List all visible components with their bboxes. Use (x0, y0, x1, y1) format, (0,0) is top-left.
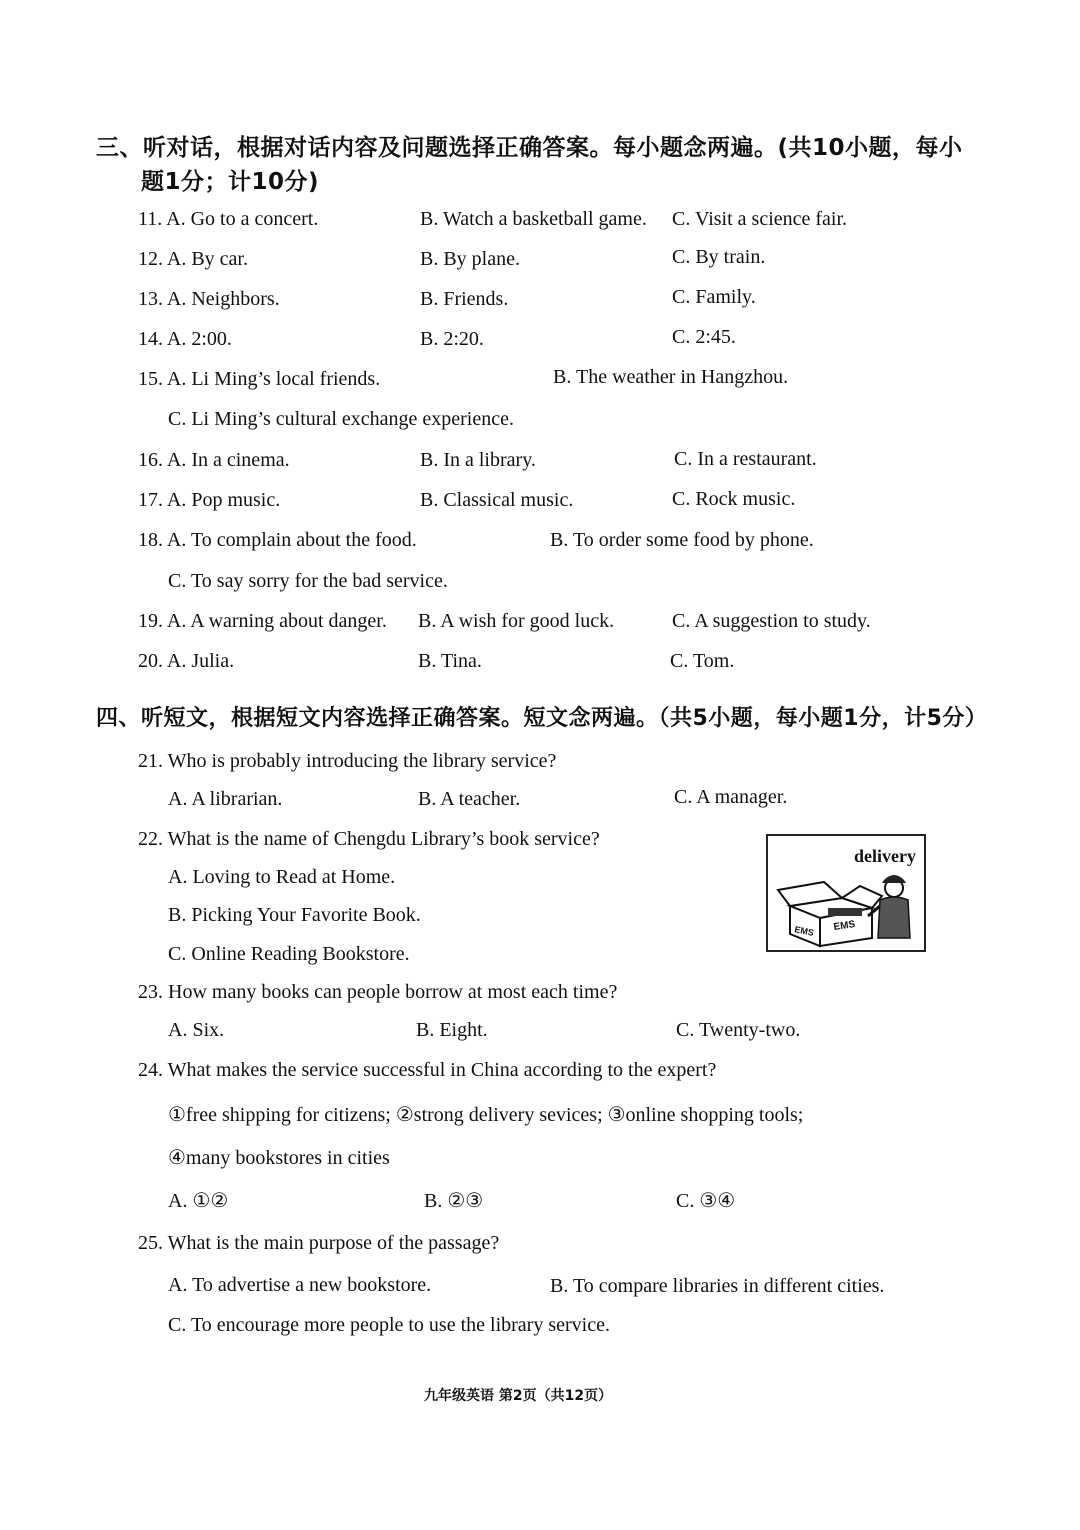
q16-option-a: 16. A. In a cinema. (138, 449, 290, 471)
q24-choices-line1: ①free shipping for citizens; ②strong delivery sevices; ③online shopping tools; (168, 1104, 804, 1126)
q14-option-a: 14. A. 2:00. (138, 328, 232, 350)
delivery-label: delivery (854, 846, 916, 866)
q20-option-c: C. Tom. (670, 650, 735, 672)
q17-option-c: C. Rock music. (672, 488, 796, 510)
q13-option-c: C. Family. (672, 286, 756, 308)
q21-option-c: C. A manager. (674, 786, 788, 808)
q14-option-c: C. 2:45. (672, 326, 736, 348)
q24-choices-line2: ④many bookstores in cities (168, 1147, 390, 1169)
q18-option-c: C. To say sorry for the bad service. (168, 570, 448, 592)
q23-option-c: C. Twenty-two. (676, 1019, 801, 1041)
q15-option-b: B. The weather in Hangzhou. (553, 366, 789, 388)
section3-title: 三、听对话，根据对话内容及问题选择正确答案。每小题念两遍。(共10小题，每小 (96, 135, 963, 161)
q22-option-c: C. Online Reading Bookstore. (168, 943, 410, 965)
section4-title: 四、听短文，根据短文内容选择正确答案。短文念两遍。（共5小题，每小题1分，计5分） (96, 706, 988, 731)
q17-option-a: 17. A. Pop music. (138, 489, 281, 511)
q14-option-b: B. 2:20. (420, 328, 484, 350)
delivery-box-icon (772, 866, 922, 948)
q12-option-c: C. By train. (672, 246, 766, 268)
q25-option-c: C. To encourage more people to use the library service. (168, 1314, 610, 1336)
q19-option-c: C. A suggestion to study. (672, 610, 871, 632)
q21-option-b: B. A teacher. (418, 788, 521, 810)
q13-option-b: B. Friends. (420, 288, 509, 310)
q22-stem: 22. What is the name of Chengdu Library’s book service? (138, 828, 600, 850)
q24-option-b: B. ②③ (424, 1190, 484, 1212)
q24-stem: 24. What makes the service successful in China according to the expert? (138, 1059, 717, 1081)
q18-option-b: B. To order some food by phone. (550, 529, 814, 551)
q17-option-b: B. Classical music. (420, 489, 574, 511)
q20-option-b: B. Tina. (418, 650, 482, 672)
q21-stem: 21. Who is probably introducing the library service? (138, 750, 557, 772)
q20-option-a: 20. A. Julia. (138, 650, 235, 672)
q11-option-b: B. Watch a basketball game. (420, 208, 647, 230)
q24-option-a: A. ①② (168, 1190, 229, 1212)
q23-option-b: B. Eight. (416, 1019, 488, 1041)
delivery-illustration (766, 834, 926, 952)
q25-option-a: A. To advertise a new bookstore. (168, 1274, 432, 1296)
q24-option-c: C. ③④ (676, 1190, 736, 1212)
q18-option-a: 18. A. To complain about the food. (138, 529, 417, 551)
page-footer: 九年级英语 第2页（共12页） (424, 1388, 613, 1404)
q13-option-a: 13. A. Neighbors. (138, 288, 280, 310)
q23-option-a: A. Six. (168, 1019, 225, 1041)
q11-option-a: 11. A. Go to a concert. (138, 208, 319, 230)
q25-stem: 25. What is the main purpose of the passage? (138, 1232, 500, 1254)
q16-option-b: B. In a library. (420, 449, 536, 471)
q16-option-c: C. In a restaurant. (674, 448, 817, 470)
section3-title-cont: 题1分；计10分) (141, 169, 320, 195)
q22-option-b: B. Picking Your Favorite Book. (168, 904, 421, 926)
q22-option-a: A. Loving to Read at Home. (168, 866, 396, 888)
q21-option-a: A. A librarian. (168, 788, 283, 810)
svg-text:EMS: EMS (832, 919, 856, 933)
svg-text:EMS: EMS (793, 924, 815, 939)
q19-option-b: B. A wish for good luck. (418, 610, 615, 632)
q19-option-a: 19. A. A warning about danger. (138, 610, 387, 632)
q23-stem: 23. How many books can people borrow at most each time? (138, 981, 618, 1003)
q15-option-a: 15. A. Li Ming’s local friends. (138, 368, 381, 390)
q12-option-a: 12. A. By car. (138, 248, 248, 270)
q15-option-c: C. Li Ming’s cultural exchange experience. (168, 408, 514, 430)
q12-option-b: B. By plane. (420, 248, 520, 270)
q11-option-c: C. Visit a science fair. (672, 208, 848, 230)
q25-option-b: B. To compare libraries in different cities. (550, 1275, 885, 1297)
